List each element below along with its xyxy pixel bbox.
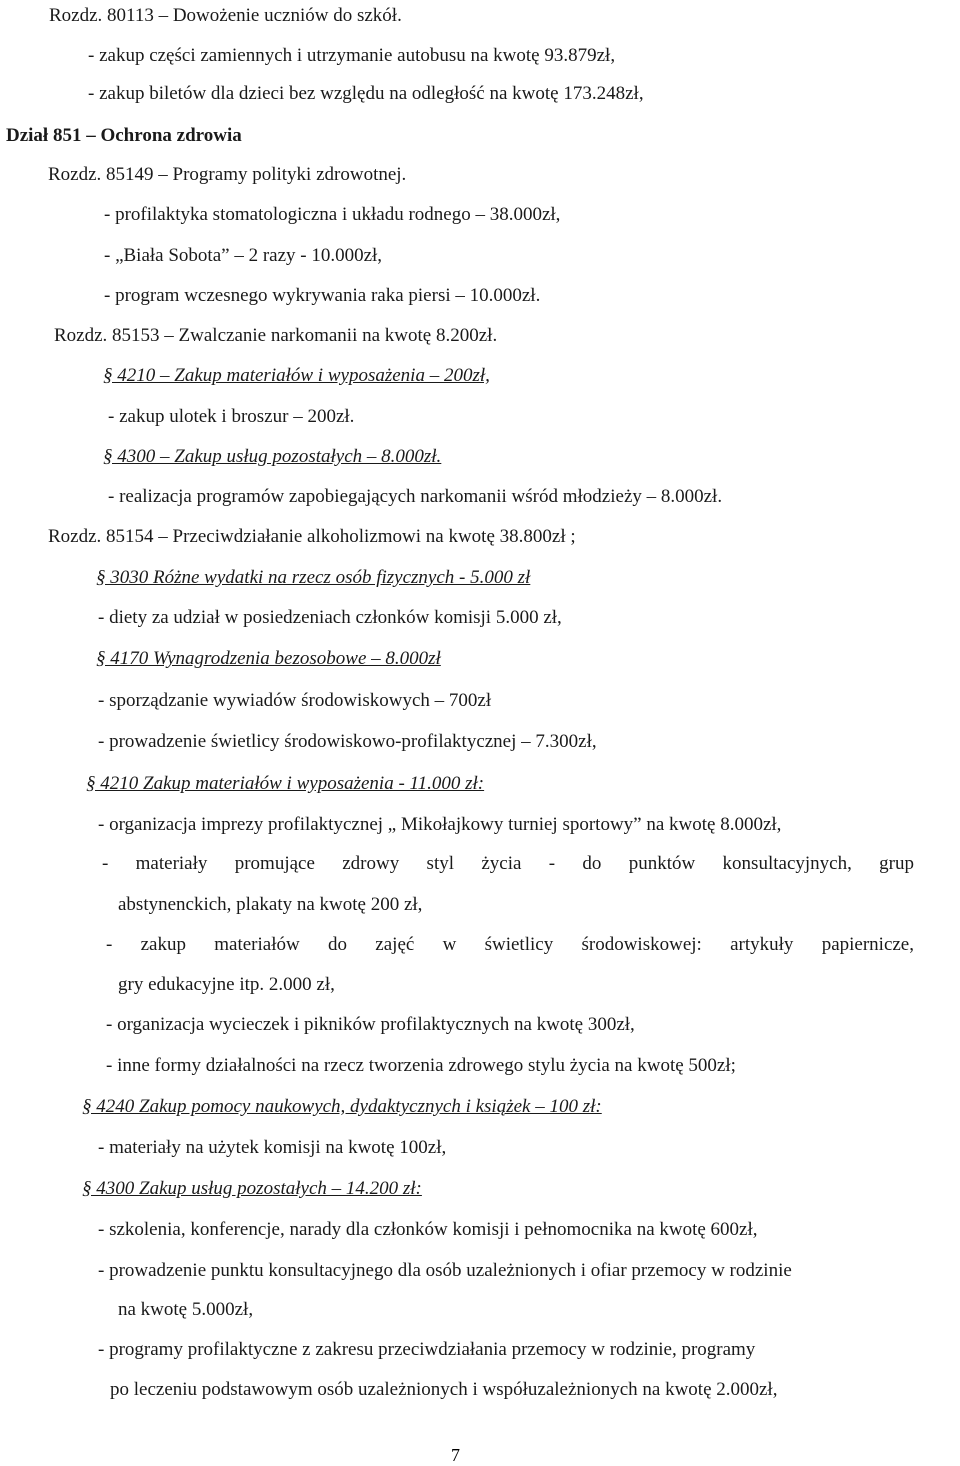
list-item: - programy profilaktyczne z zakresu przeciwdziałania przemocy w rodzinie, programy xyxy=(98,1339,756,1360)
list-item: - prowadzenie punktu konsultacyjnego dla osób uzależnionych i ofiar przemocy w rodzinie xyxy=(98,1260,792,1281)
list-item: - prowadzenie świetlicy środowiskowo-profilaktycznej – 7.300zł, xyxy=(98,731,597,752)
list-item: - realizacja programów zapobiegających narkomanii wśród młodzieży – 8.000zł. xyxy=(108,486,723,507)
list-item-continuation: na kwotę 5.000zł, xyxy=(118,1299,254,1320)
section-heading-rozdz-85149: Rozdz. 85149 – Programy polityki zdrowotnej. xyxy=(48,164,407,185)
list-item: - „Biała Sobota” – 2 razy - 10.000zł, xyxy=(104,245,383,266)
page-number: 7 xyxy=(451,1445,460,1465)
paragraph-heading-4240: § 4240 Zakup pomocy naukowych, dydaktycznych i książek – 100 zł: xyxy=(82,1096,602,1117)
paragraph-heading-4300: § 4300 – Zakup usług pozostałych – 8.000zł. xyxy=(103,446,442,467)
chapter-heading-dzial-851: Dział 851 – Ochrona zdrowia xyxy=(6,125,242,146)
section-heading-rozdz-85153: Rozdz. 85153 – Zwalczanie narkomanii na kwotę 8.200zł. xyxy=(54,325,498,346)
paragraph-heading-4210: § 4210 – Zakup materiałów i wyposażenia – 200zł, xyxy=(103,365,490,386)
list-item: - organizacja wycieczek i pikników profilaktycznych na kwotę 300zł, xyxy=(106,1014,635,1035)
list-item-continuation: gry edukacyjne itp. 2.000 zł, xyxy=(118,974,335,995)
list-item: - zakup części zamiennych i utrzymanie autobusu na kwotę 93.879zł, xyxy=(88,45,616,66)
list-item: - program wczesnego wykrywania raka piersi – 10.000zł. xyxy=(104,285,541,306)
list-item: - szkolenia, konferencje, narady dla członków komisji i pełnomocnika na kwotę 600zł, xyxy=(98,1219,758,1240)
list-item: - materiały na użytek komisji na kwotę 100zł, xyxy=(98,1137,447,1158)
section-heading-rozdz-80113: Rozdz. 80113 – Dowożenie uczniów do szkół. xyxy=(49,5,402,26)
list-item: - diety za udział w posiedzeniach członków komisji 5.000 zł, xyxy=(98,607,562,628)
paragraph-heading-3030: § 3030 Różne wydatki na rzecz osób fizycznych - 5.000 zł xyxy=(96,567,531,588)
list-item: - organizacja imprezy profilaktycznej „ Mikołajkowy turniej sportowy” na kwotę 8.000zł, xyxy=(98,814,782,835)
list-item: - sporządzanie wywiadów środowiskowych – 700zł xyxy=(98,690,492,711)
list-item: - inne formy działalności na rzecz tworzenia zdrowego stylu życia na kwotę 500zł; xyxy=(106,1055,736,1076)
section-heading-rozdz-85154: Rozdz. 85154 – Przeciwdziałanie alkoholizmowi na kwotę 38.800zł ; xyxy=(48,526,576,547)
list-item: - zakup ulotek i broszur – 200zł. xyxy=(108,406,355,427)
list-item: - zakup biletów dla dzieci bez względu na odległość na kwotę 173.248zł, xyxy=(88,83,644,104)
list-item: - materiały promujące zdrowy styl życia - do punktów konsultacyjnych, grup xyxy=(102,853,914,874)
list-item-continuation: po leczeniu podstawowym osób uzależnionych i współuzależnionych na kwotę 2.000zł, xyxy=(110,1379,778,1400)
list-item-continuation: abstynenckich, plakaty na kwotę 200 zł, xyxy=(118,894,423,915)
paragraph-heading-4300: § 4300 Zakup usług pozostałych – 14.200 zł: xyxy=(82,1178,422,1199)
list-item: - zakup materiałów do zajęć w świetlicy środowiskowej: artykuły papiernicze, xyxy=(106,934,914,955)
paragraph-heading-4170: § 4170 Wynagrodzenia bezosobowe – 8.000zł xyxy=(96,648,441,669)
list-item: - profilaktyka stomatologiczna i układu rodnego – 38.000zł, xyxy=(104,204,561,225)
paragraph-heading-4210: § 4210 Zakup materiałów i wyposażenia - 11.000 zł: xyxy=(86,773,485,794)
